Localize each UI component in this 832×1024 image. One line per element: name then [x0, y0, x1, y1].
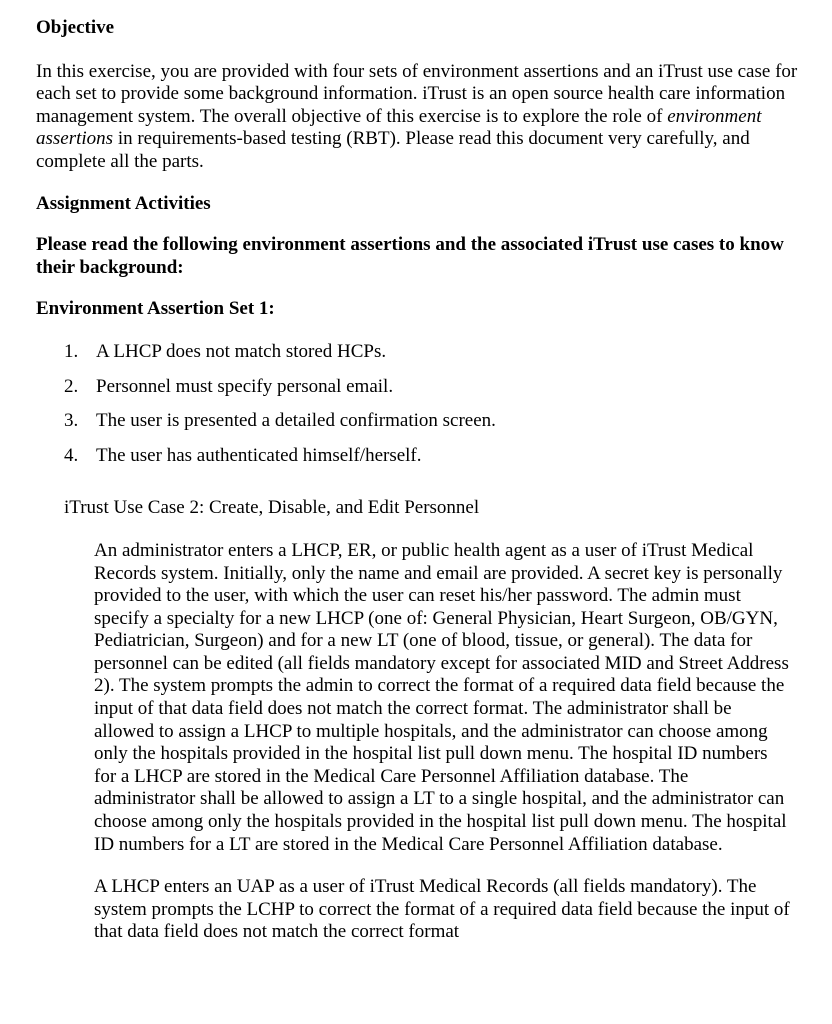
use-case-title: iTrust Use Case 2: Create, Disable, and Edit Personnel: [64, 497, 480, 519]
activities-heading: Assignment Activities: [36, 192, 211, 214]
objective-paragraph: [36, 61, 812, 174]
list-item: [64, 410, 812, 433]
objective-emphasis: environment assertions: [36, 105, 762, 150]
objective-text-end: in requirements-based testing (RBT). Please read this document very carefully, and complete all the parts.: [36, 128, 750, 172]
assertion-set-heading: Environment Assertion Set 1:: [36, 298, 275, 320]
list-item-number: 1.: [64, 340, 79, 362]
use-case-paragraph-2: A LHCP enters an UAP as a user of iTrust Medical Records (all fields mandatory). The system prompts the LCHP to correct the format of a required data field because the input of that data field does not match the correct format: [94, 876, 790, 943]
list-item-number: 2.: [64, 375, 79, 397]
activities-instruction: Please read the following environment assertions and the associated iTrust use cases to know their background:: [36, 234, 784, 278]
use-case-paragraph-1: An administrator enters a LHCP, ER, or public health agent as a user of iTrust Medical Records system. Initially, only the name and email are provided. A secret key is personally provided to the user, with which the user can reset his/her password. The admin must specify a specialty for a new LHCP (one of: General Physician, Heart Surgeon, OB/GYN, Pediatrician, Surgeon) and for a new LT (one of blood, tissue, or general). The data for personnel can be edited (all fields mandatory except for associated MID and Street Address 2). The system prompts the admin to correct the format of a required data field because the input of that data field does not match the correct format. The administrator shall be allowed to assign a LHCP to multiple hospitals, and the administrator can choose among only the hospitals provided in the hospital list pull down menu. The hospital ID numbers for a LHCP are stored in the Medical Care Personnel Affiliation database. The administrator shall be allowed to assign a LT to a single hospital, and the administrator can choose among only the hospitals provided in the hospital list pull down menu. The hospital ID numbers for a LT are stored in the Medical Care Personnel Affiliation database.: [94, 539, 789, 855]
list-item-number: 3.: [64, 410, 79, 432]
list-item: [64, 376, 812, 399]
list-item-text: Personnel must specify personal email.: [96, 375, 394, 397]
list-item-text: The user is presented a detailed confirmation screen.: [96, 410, 496, 432]
list-item-text: A LHCP does not match stored HCPs.: [96, 340, 387, 362]
list-item-text: The user has authenticated himself/herself.: [96, 444, 422, 466]
objective-text-start: In this exercise, you are provided with four sets of environment assertions and an iTrust use case for each set to provide some background information. iTrust is an open source health care information management system. The overall objective of this exercise is to explore the role of: [36, 60, 798, 127]
assertion-list: [36, 341, 812, 467]
objective-heading: Objective: [36, 17, 115, 38]
list-item: [64, 445, 812, 468]
list-item-number: 4.: [64, 444, 79, 466]
list-item: [64, 341, 812, 364]
